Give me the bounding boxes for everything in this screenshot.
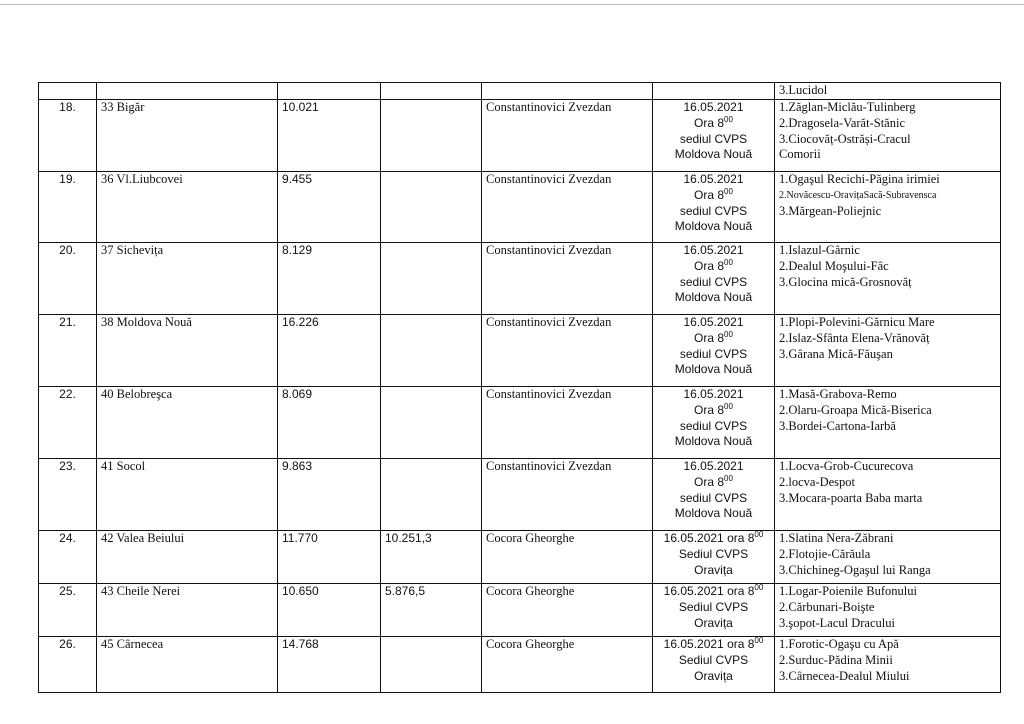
date-time-text: 16.05.2021 ora 8 bbox=[663, 531, 755, 545]
time-text: Ora 8 bbox=[694, 474, 725, 489]
area-value: 10.650 bbox=[278, 584, 381, 637]
unit-name: 43 Cheile Nerei bbox=[97, 584, 278, 637]
table-row bbox=[39, 459, 1001, 531]
unit-name: 42 Valea Beiului bbox=[97, 531, 278, 584]
unit-name: 38 Moldova Nouă bbox=[97, 315, 278, 387]
responsible-person: Cocora Gheorghe bbox=[482, 637, 653, 693]
secondary-area-value bbox=[381, 637, 482, 693]
time-superscript: 00 bbox=[754, 583, 764, 592]
date-text: 16.05.2021 bbox=[683, 315, 744, 329]
date-location-cell bbox=[653, 531, 775, 584]
table-row bbox=[39, 100, 1001, 172]
secondary-area-value: 10.251,3 bbox=[381, 531, 482, 584]
objective-item: 2.locva-Despot bbox=[779, 474, 856, 489]
time-superscript: 00 bbox=[724, 257, 733, 267]
objective-item: 1.Masă-Grabova-Remo bbox=[779, 387, 897, 401]
unit-name: 36 Vl.Liubcovei bbox=[97, 172, 278, 243]
table-row bbox=[39, 387, 1001, 459]
objective-item: 2.Dragosela-Varăt-Stănic bbox=[779, 115, 905, 130]
responsible-person: Constantinovici Zvezdan bbox=[482, 100, 653, 172]
date-location-cell bbox=[653, 387, 775, 459]
objective-item: 1.Forotic-Ogaşu cu Apă bbox=[779, 637, 899, 651]
objective-item: 3.Mocara-poarta Baba marta bbox=[779, 490, 923, 505]
area-value: 16.226 bbox=[278, 315, 381, 387]
date-text: 16.05.2021 bbox=[683, 459, 744, 473]
row-number: 22. bbox=[39, 387, 97, 459]
location-line-2: Oravița bbox=[694, 562, 733, 577]
unit-name: 33 Bigăr bbox=[97, 100, 278, 172]
date-text: 16.05.2021 bbox=[683, 387, 744, 401]
row-number: 21. bbox=[39, 315, 97, 387]
location-line-1: sediul CVPS bbox=[679, 490, 748, 505]
objectives-cell bbox=[775, 531, 1001, 584]
objectives-cell bbox=[775, 172, 1001, 243]
objective-item: 1.Zăglan-Miclău-Tulinberg bbox=[779, 100, 916, 114]
location-line-1: sediul CVPS bbox=[679, 346, 748, 361]
unit-name: 40 Belobreşca bbox=[97, 387, 278, 459]
responsible-person: Cocora Gheorghe bbox=[482, 584, 653, 637]
date-text: 16.05.2021 bbox=[683, 100, 744, 114]
row-number: 18. bbox=[39, 100, 97, 172]
time-text: Ora 8 bbox=[694, 187, 725, 202]
area-value: 11.770 bbox=[278, 531, 381, 584]
objective-item: 3.Mărgean-Poliejnic bbox=[779, 203, 882, 218]
time-text: Ora 8 bbox=[694, 330, 725, 345]
table-row bbox=[39, 584, 1001, 637]
objectives-cell bbox=[775, 100, 1001, 172]
secondary-area-value bbox=[381, 243, 482, 315]
responsible-person: Constantinovici Zvezdan bbox=[482, 315, 653, 387]
objective-item: 1.Slatina Nera-Zăbrani bbox=[779, 531, 894, 545]
location-line-2: Moldova Nouă bbox=[674, 219, 753, 234]
table-row bbox=[39, 243, 1001, 315]
date-text: 16.05.2021 bbox=[683, 172, 744, 186]
table-row bbox=[39, 315, 1001, 387]
objective-item: 3.Cârnecea-Dealul Miului bbox=[779, 668, 910, 683]
objective-item: 1.Locva-Grob-Cucurecova bbox=[779, 459, 914, 473]
location-line-1: sediul CVPS bbox=[679, 274, 748, 289]
location-line-1: Sediul CVPS bbox=[678, 546, 749, 561]
table-row-continuation bbox=[39, 83, 1001, 100]
date-location-cell bbox=[653, 637, 775, 693]
objective-item: 3.Lucidol bbox=[779, 83, 828, 97]
objectives-cell bbox=[775, 459, 1001, 531]
time-superscript: 00 bbox=[754, 530, 764, 539]
area-value: 9.455 bbox=[278, 172, 381, 243]
responsible-person: Constantinovici Zvezdan bbox=[482, 387, 653, 459]
objectives-cell bbox=[775, 83, 1001, 100]
date-time-text: 16.05.2021 ora 8 bbox=[663, 637, 755, 651]
area-value: 14.768 bbox=[278, 637, 381, 693]
row-number: 26. bbox=[39, 637, 97, 693]
time-superscript: 00 bbox=[724, 114, 733, 124]
location-line-1: Sediul CVPS bbox=[678, 652, 749, 667]
location-line-2: Moldova Nouă bbox=[674, 147, 753, 162]
objective-item: 3.Gârana Mică-Făuşan bbox=[779, 346, 893, 361]
area-value: 9.863 bbox=[278, 459, 381, 531]
objectives-cell bbox=[775, 584, 1001, 637]
area-value: 8.129 bbox=[278, 243, 381, 315]
date-location-cell bbox=[653, 315, 775, 387]
location-line-2: Oravița bbox=[694, 615, 733, 630]
objectives-cell bbox=[775, 637, 1001, 693]
location-line-2: Moldova Nouă bbox=[674, 362, 753, 377]
objective-item: Comorii bbox=[779, 147, 821, 162]
objective-item: 3.şopot-Lacul Dracului bbox=[779, 615, 895, 630]
responsible-person: Cocora Gheorghe bbox=[482, 531, 653, 584]
objective-item: 3.Bordei-Cartona-Iarbă bbox=[779, 418, 896, 433]
objective-item: 2.Novăcescu-OravițaSacă-Subravensca bbox=[779, 189, 937, 201]
area-value: 8.069 bbox=[278, 387, 381, 459]
table-row bbox=[39, 531, 1001, 584]
time-text: Ora 8 bbox=[694, 115, 725, 130]
date-location-cell bbox=[653, 100, 775, 172]
objectives-cell bbox=[775, 387, 1001, 459]
objective-item: 3.Glocina mică-Grosnovăț bbox=[779, 274, 912, 289]
row-number: 25. bbox=[39, 584, 97, 637]
page-top-rule bbox=[0, 4, 1024, 5]
date-text: 16.05.2021 bbox=[683, 243, 744, 257]
objective-item: 1.Logar-Poienile Bufonului bbox=[779, 584, 917, 598]
responsible-person: Constantinovici Zvezdan bbox=[482, 243, 653, 315]
location-line-2: Moldova Nouă bbox=[674, 434, 753, 449]
date-time-text: 16.05.2021 ora 8 bbox=[663, 584, 755, 598]
row-number: 24. bbox=[39, 531, 97, 584]
secondary-area-value bbox=[381, 387, 482, 459]
row-number: 19. bbox=[39, 172, 97, 243]
unit-name: 41 Socol bbox=[97, 459, 278, 531]
secondary-area-value bbox=[381, 100, 482, 172]
objective-item: 2.Cărbunari-Boişte bbox=[779, 599, 875, 614]
schedule-table bbox=[38, 82, 1001, 693]
objective-item: 2.Flotojie-Cărăula bbox=[779, 546, 871, 561]
time-superscript: 00 bbox=[724, 473, 733, 483]
secondary-area-value: 5.876,5 bbox=[381, 584, 482, 637]
secondary-area-value bbox=[381, 315, 482, 387]
row-number: 23. bbox=[39, 459, 97, 531]
time-superscript: 00 bbox=[754, 636, 764, 645]
date-location-cell bbox=[653, 584, 775, 637]
secondary-area-value bbox=[381, 172, 482, 243]
objectives-cell bbox=[775, 315, 1001, 387]
time-text: Ora 8 bbox=[694, 258, 725, 273]
objective-item: 1.Ogaşul Recichi-Păgina irimiei bbox=[779, 172, 940, 186]
time-text: Ora 8 bbox=[694, 402, 725, 417]
time-superscript: 00 bbox=[724, 401, 733, 411]
objective-item: 1.Plopi-Polevini-Gărnicu Mare bbox=[779, 315, 935, 329]
row-number: 20. bbox=[39, 243, 97, 315]
location-line-2: Moldova Nouă bbox=[674, 290, 753, 305]
secondary-area-value bbox=[381, 459, 482, 531]
location-line-1: sediul CVPS bbox=[679, 418, 748, 433]
objective-item: 2.Dealul Moşului-Fâc bbox=[779, 258, 889, 273]
responsible-person: Constantinovici Zvezdan bbox=[482, 172, 653, 243]
table-row bbox=[39, 637, 1001, 693]
location-line-1: Sediul CVPS bbox=[678, 599, 749, 614]
location-line-2: Oravița bbox=[694, 668, 733, 683]
unit-name: 45 Cârnecea bbox=[97, 637, 278, 693]
time-superscript: 00 bbox=[724, 329, 733, 339]
objective-item: 2.Olaru-Groapa Mică-Biserica bbox=[779, 402, 932, 417]
objective-item: 2.Islaz-Sfânta Elena-Vrănovăț bbox=[779, 330, 930, 345]
date-location-cell bbox=[653, 243, 775, 315]
objectives-cell bbox=[775, 243, 1001, 315]
objective-item: 1.Islazul-Gârnic bbox=[779, 243, 860, 257]
date-location-cell bbox=[653, 459, 775, 531]
location-line-1: sediul CVPS bbox=[679, 131, 748, 146]
objective-item: 3.Chichineg-Ogaşul lui Ranga bbox=[779, 562, 931, 577]
location-line-1: sediul CVPS bbox=[679, 203, 748, 218]
objective-item: 3.Ciocovăț-Ostrăși-Cracul bbox=[779, 131, 911, 146]
date-location-cell bbox=[653, 172, 775, 243]
location-line-2: Moldova Nouă bbox=[674, 506, 753, 521]
objective-item: 2.Surduc-Pădina Minii bbox=[779, 652, 893, 667]
area-value: 10.021 bbox=[278, 100, 381, 172]
unit-name: 37 Sichevița bbox=[97, 243, 278, 315]
responsible-person: Constantinovici Zvezdan bbox=[482, 459, 653, 531]
time-superscript: 00 bbox=[724, 186, 733, 196]
table-row bbox=[39, 172, 1001, 243]
